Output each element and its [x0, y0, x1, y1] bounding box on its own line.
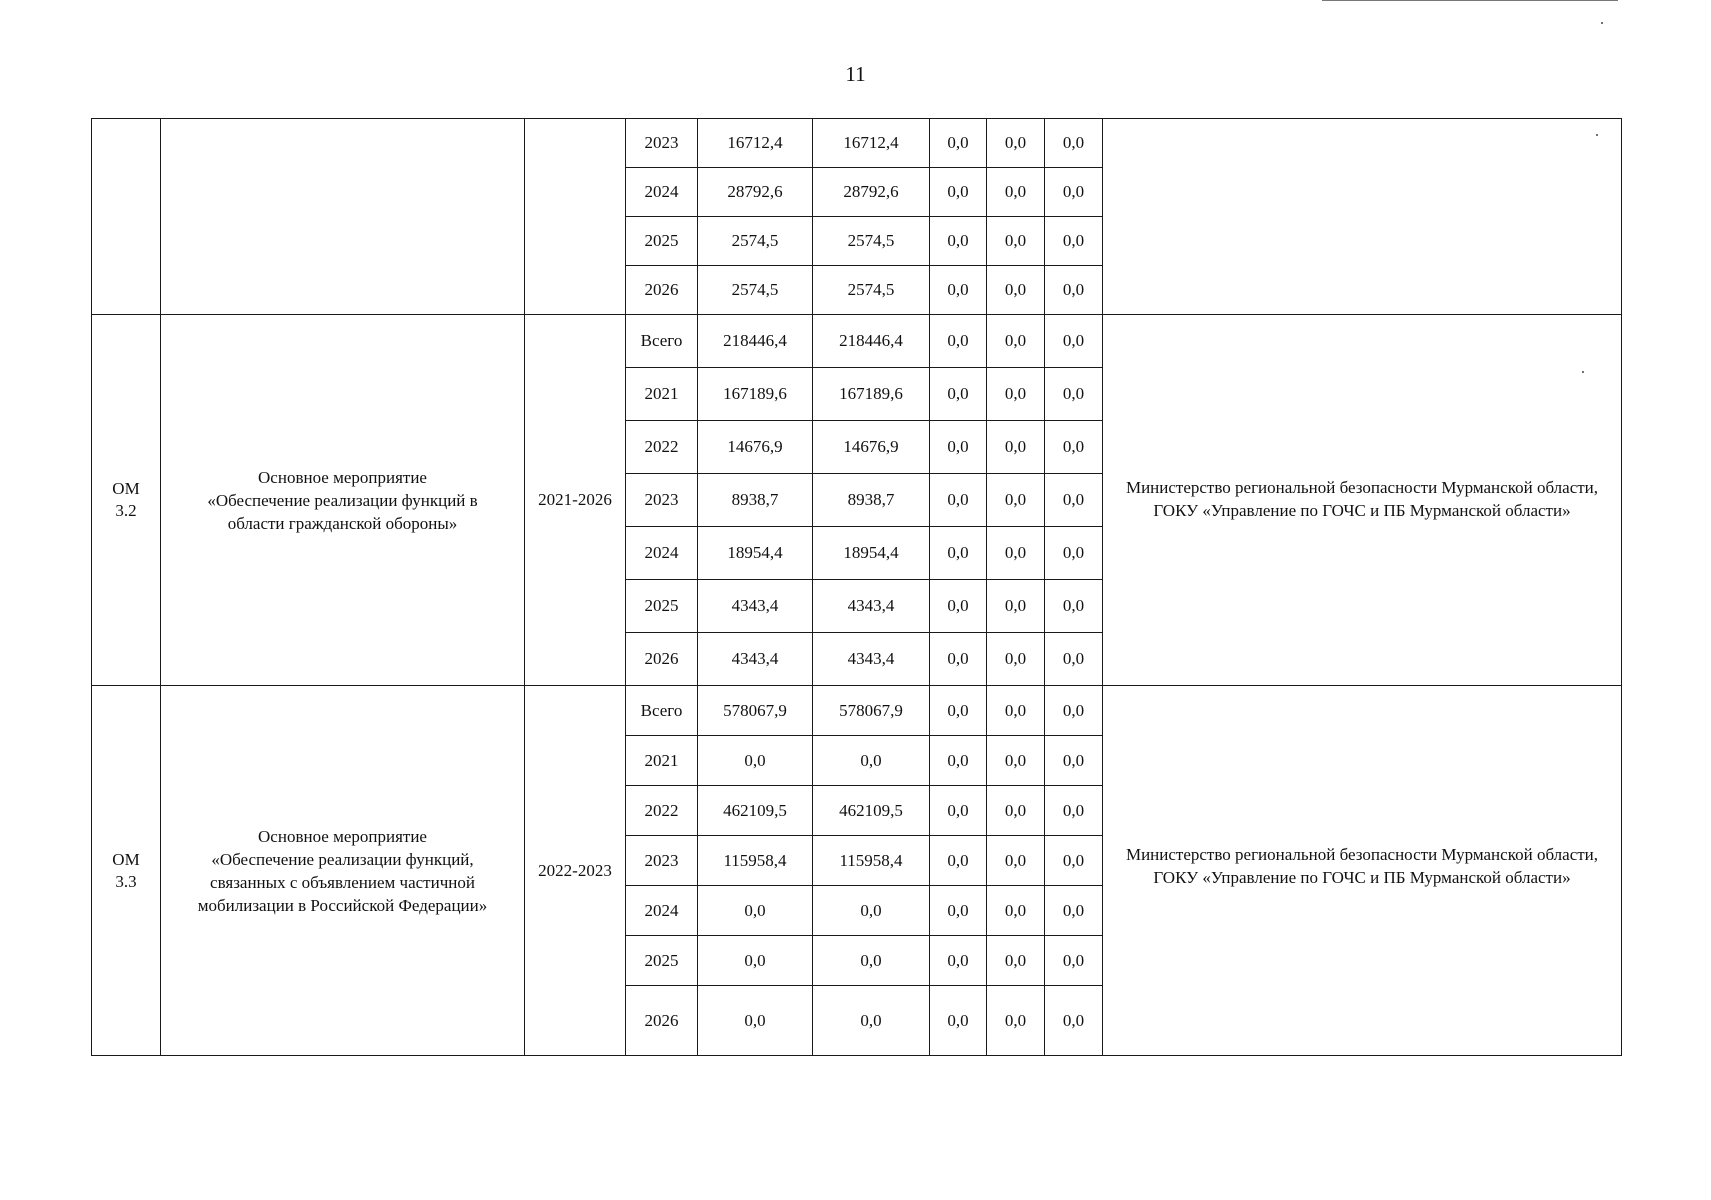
local-budget-cell: 0,0	[987, 886, 1045, 936]
executor-text: Министерство региональной безопасности Мурманской области, ГОКУ «Управление по ГОЧС и ПБ Мурманской области»	[1125, 844, 1599, 887]
regional-budget-cell: 28792,6	[813, 168, 930, 217]
executor-cell	[1103, 315, 1622, 686]
federal-budget-cell: 0,0	[930, 633, 987, 686]
regional-budget-cell: 0,0	[813, 936, 930, 986]
regional-budget-cell: 2574,5	[813, 217, 930, 266]
local-budget-cell: 0,0	[987, 986, 1045, 1056]
total-cell: 8938,7	[698, 474, 813, 527]
year-cell: Всего	[626, 315, 698, 368]
regional-budget-cell: 14676,9	[813, 421, 930, 474]
measure-code-cell	[92, 686, 161, 1056]
federal-budget-cell: 0,0	[930, 474, 987, 527]
total-cell: 0,0	[698, 936, 813, 986]
total-cell: 0,0	[698, 986, 813, 1056]
year-cell: 2023	[626, 474, 698, 527]
other-sources-cell: 0,0	[1045, 368, 1103, 421]
year-cell: 2023	[626, 836, 698, 886]
year-cell: 2025	[626, 936, 698, 986]
local-budget-cell: 0,0	[987, 217, 1045, 266]
regional-budget-cell: 462109,5	[813, 786, 930, 836]
total-cell: 578067,9	[698, 686, 813, 736]
local-budget-cell: 0,0	[987, 633, 1045, 686]
federal-budget-cell: 0,0	[930, 986, 987, 1056]
year-cell: 2022	[626, 786, 698, 836]
measure-code-cell	[92, 315, 161, 686]
federal-budget-cell: 0,0	[930, 886, 987, 936]
federal-budget-cell: 0,0	[930, 736, 987, 786]
total-cell: 18954,4	[698, 527, 813, 580]
total-cell: 4343,4	[698, 580, 813, 633]
table-row	[92, 119, 1622, 168]
federal-budget-cell: 0,0	[930, 421, 987, 474]
other-sources-cell: 0,0	[1045, 527, 1103, 580]
year-cell: 2024	[626, 886, 698, 936]
measure-title-cell	[161, 315, 525, 686]
other-sources-cell: 0,0	[1045, 886, 1103, 936]
local-budget-cell: 0,0	[987, 580, 1045, 633]
table-row	[92, 686, 1622, 736]
local-budget-cell: 0,0	[987, 736, 1045, 786]
executor-cell	[1103, 686, 1622, 1056]
page-number: 11	[845, 62, 866, 86]
regional-budget-cell: 4343,4	[813, 580, 930, 633]
measure-code-number: 3.2	[115, 501, 137, 520]
other-sources-cell: 0,0	[1045, 217, 1103, 266]
regional-budget-cell: 18954,4	[813, 527, 930, 580]
executor-text: Министерство региональной безопасности Мурманской области, ГОКУ «Управление по ГОЧС и ПБ Мурманской области»	[1125, 478, 1599, 520]
measure-period-cell: 2021-2026	[525, 315, 626, 686]
local-budget-cell: 0,0	[987, 527, 1045, 580]
regional-budget-cell: 0,0	[813, 736, 930, 786]
year-cell: 2021	[626, 736, 698, 786]
regional-budget-cell: 218446,4	[813, 315, 930, 368]
federal-budget-cell: 0,0	[930, 527, 987, 580]
year-cell: 2024	[626, 527, 698, 580]
other-sources-cell: 0,0	[1045, 686, 1103, 736]
other-sources-cell: 0,0	[1045, 266, 1103, 315]
year-cell: 2025	[626, 580, 698, 633]
local-budget-cell: 0,0	[987, 168, 1045, 217]
other-sources-cell: 0,0	[1045, 580, 1103, 633]
regional-budget-cell: 0,0	[813, 986, 930, 1056]
other-sources-cell: 0,0	[1045, 836, 1103, 886]
federal-budget-cell: 0,0	[930, 936, 987, 986]
regional-budget-cell: 8938,7	[813, 474, 930, 527]
regional-budget-cell: 578067,9	[813, 686, 930, 736]
federal-budget-cell: 0,0	[930, 266, 987, 315]
measure-code-prefix: ОМ	[112, 479, 140, 498]
regional-budget-cell: 115958,4	[813, 836, 930, 886]
year-cell: 2026	[626, 986, 698, 1056]
total-cell: 167189,6	[698, 368, 813, 421]
other-sources-cell: 0,0	[1045, 168, 1103, 217]
total-cell: 14676,9	[698, 421, 813, 474]
total-cell: 0,0	[698, 886, 813, 936]
year-cell: 2022	[626, 421, 698, 474]
regional-budget-cell: 167189,6	[813, 368, 930, 421]
table-row	[92, 315, 1622, 368]
scan-artifact-dot	[1601, 22, 1603, 24]
local-budget-cell: 0,0	[987, 368, 1045, 421]
other-sources-cell: 0,0	[1045, 986, 1103, 1056]
total-cell: 462109,5	[698, 786, 813, 836]
measure-title-line: «Обеспечение реализации функций,	[211, 849, 474, 869]
regional-budget-cell: 0,0	[813, 886, 930, 936]
federal-budget-cell: 0,0	[930, 368, 987, 421]
measure-title-line: «Обеспечение реализации функций в	[207, 490, 478, 510]
measure-title-cell	[161, 686, 525, 1056]
year-cell: Всего	[626, 686, 698, 736]
measure-title-line: связанных с объявлением частичной	[210, 872, 475, 892]
total-cell: 218446,4	[698, 315, 813, 368]
federal-budget-cell: 0,0	[930, 168, 987, 217]
measure-period-cell: 2022-2023	[525, 686, 626, 1056]
total-cell: 16712,4	[698, 119, 813, 168]
measure-title-line: Основное мероприятие	[258, 826, 427, 846]
other-sources-cell: 0,0	[1045, 786, 1103, 836]
year-cell: 2024	[626, 168, 698, 217]
federal-budget-cell: 0,0	[930, 580, 987, 633]
other-sources-cell: 0,0	[1045, 421, 1103, 474]
measure-title-line: Основное мероприятие	[258, 467, 427, 487]
other-sources-cell: 0,0	[1045, 736, 1103, 786]
local-budget-cell: 0,0	[987, 686, 1045, 736]
federal-budget-cell: 0,0	[930, 315, 987, 368]
total-cell: 115958,4	[698, 836, 813, 886]
scan-artifact-line	[1322, 0, 1618, 1]
other-sources-cell: 0,0	[1045, 315, 1103, 368]
local-budget-cell: 0,0	[987, 421, 1045, 474]
local-budget-cell: 0,0	[987, 315, 1045, 368]
federal-budget-cell: 0,0	[930, 119, 987, 168]
total-cell: 2574,5	[698, 217, 813, 266]
total-cell: 2574,5	[698, 266, 813, 315]
other-sources-cell: 0,0	[1045, 936, 1103, 986]
measure-code-prefix: ОМ	[112, 849, 140, 869]
year-cell: 2023	[626, 119, 698, 168]
federal-budget-cell: 0,0	[930, 836, 987, 886]
local-budget-cell: 0,0	[987, 266, 1045, 315]
year-cell: 2026	[626, 633, 698, 686]
executor-cell	[1103, 119, 1622, 315]
local-budget-cell: 0,0	[987, 936, 1045, 986]
year-cell: 2026	[626, 266, 698, 315]
total-cell: 4343,4	[698, 633, 813, 686]
regional-budget-cell: 2574,5	[813, 266, 930, 315]
other-sources-cell: 0,0	[1045, 119, 1103, 168]
federal-budget-cell: 0,0	[930, 786, 987, 836]
measure-title-line: области гражданской обороны»	[227, 513, 458, 533]
other-sources-cell: 0,0	[1045, 474, 1103, 527]
local-budget-cell: 0,0	[987, 474, 1045, 527]
federal-budget-cell: 0,0	[930, 686, 987, 736]
measure-title-cell	[161, 119, 525, 315]
measure-code-number: 3.3	[115, 871, 137, 891]
federal-budget-cell: 0,0	[930, 217, 987, 266]
year-cell: 2021	[626, 368, 698, 421]
measure-period-cell	[525, 119, 626, 315]
total-cell: 0,0	[698, 736, 813, 786]
year-cell: 2025	[626, 217, 698, 266]
total-cell: 28792,6	[698, 168, 813, 217]
measure-title-line: мобилизации в Российской Федерации»	[197, 895, 488, 915]
local-budget-cell: 0,0	[987, 119, 1045, 168]
regional-budget-cell: 16712,4	[813, 119, 930, 168]
measure-code-cell	[92, 119, 161, 315]
regional-budget-cell: 4343,4	[813, 633, 930, 686]
local-budget-cell: 0,0	[987, 836, 1045, 886]
other-sources-cell: 0,0	[1045, 633, 1103, 686]
local-budget-cell: 0,0	[987, 786, 1045, 836]
funding-table	[91, 118, 1622, 1056]
